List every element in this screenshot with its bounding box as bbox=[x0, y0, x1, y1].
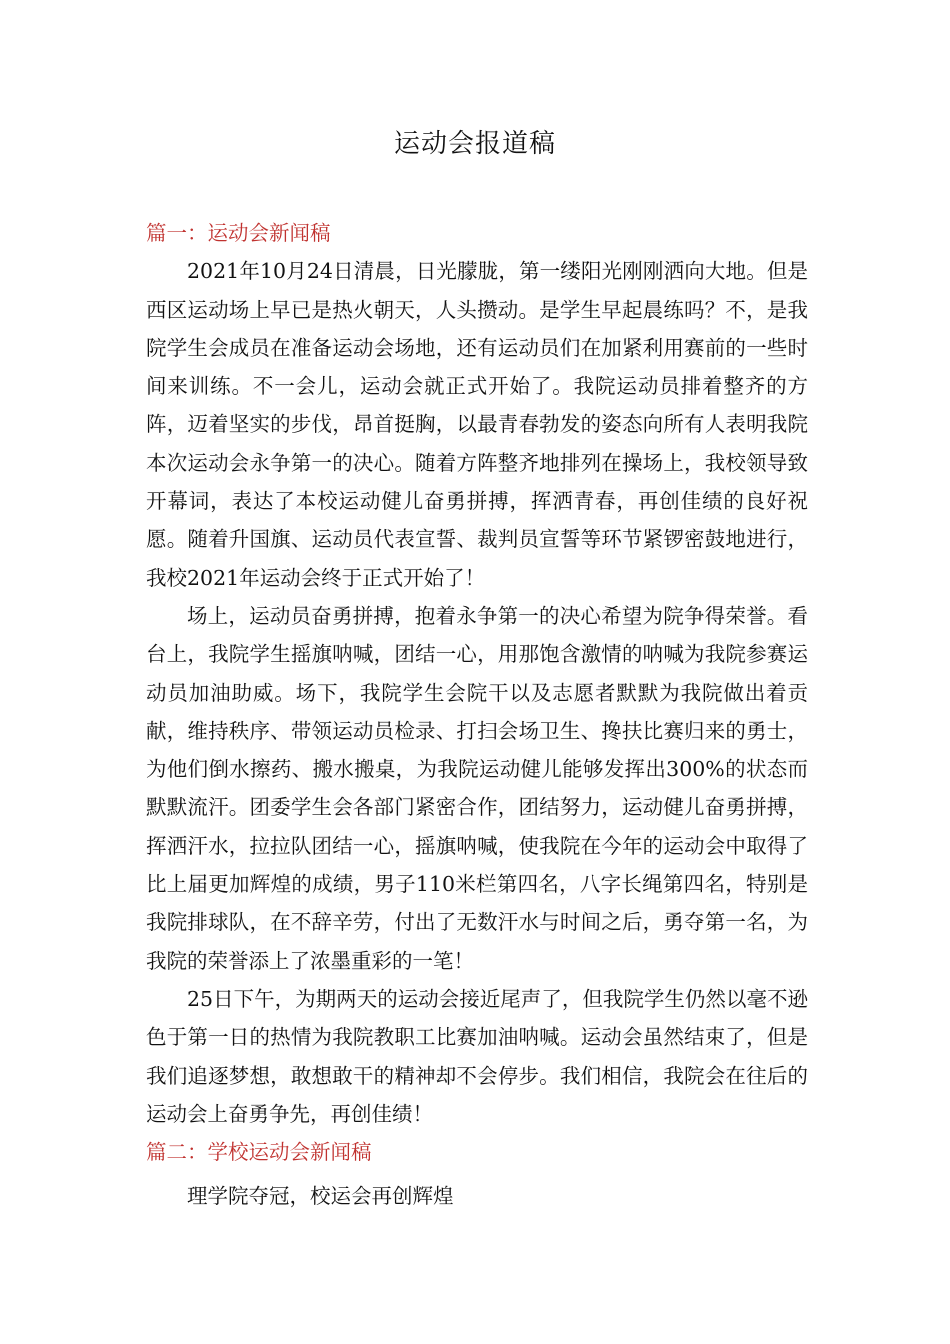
paragraph-3: 25日下午，为期两天的运动会接近尾声了，但我院学生仍然以毫不逊色于第一日的热情为我院教职工比赛加油呐喊。运动会虽然结束了，但是我们追逐梦想，敢想敢干的精神却不会停步。我们相信，我院会在往后的运动会上奋勇争先，再创佳绩！ bbox=[146, 986, 808, 1126]
section-heading-2: 篇二：学校运动会新闻稿 bbox=[146, 1140, 372, 1165]
document-body bbox=[146, 214, 808, 1216]
document-title: 运动会报道稿 bbox=[393, 129, 556, 159]
paragraph-2: 场上，运动员奋勇拼搏，抱着永争第一的决心希望为院争得荣誉。看台上，我院学生摇旗呐喊，团结一心，用那饱含激情的呐喊为我院参赛运动员加油助威。场下，我院学生会院干以及志愿者默默为我院做出着贡献，维持秩序、带领运动员检录、打扫会场卫生、搀扶比赛归来的勇士，为他们倒水擦药、搬水搬桌，为我院运动健儿能够发挥出300%的状态而默默流汗。团委学生会各部门紧密合作，团结努力，运动健儿奋勇拼搏，挥洒汗水，拉拉队团结一心，摇旗呐喊，使我院在今年的运动会中取得了比上届更加辉煌的成绩，男子110米栏第四名，八字长绳第四名，特别是我院排球队，在不辞辛劳，付出了无数汗水与时间之后，勇夺第一名，为我院的荣誉添上了浓墨重彩的一笔！ bbox=[146, 603, 808, 973]
paragraph-1: 2021年10月24日清晨，日光朦胧，第一缕阳光刚刚洒向大地。但是西区运动场上早已是热火朝天，人头攒动。是学生早起晨练吗？不，是我院学生会成员在准备运动会场地，还有运动员们在加紧利用赛前的一些时间来训练。不一会儿，运动会就正式开始了。我院运动员排着整齐的方阵，迈着坚实的步伐，昂首挺胸，以最青春勃发的姿态向所有人表明我院本次运动会永争第一的决心。随着方阵整齐地排列在操场上，我校领导致开幕词，表达了本校运动健儿奋勇拼搏，挥洒青春，再创佳绩的良好祝愿。随着升国旗、运动员代表宣誓、裁判员宣誓等环节紧锣密鼓地进行，我校2021年运动会终于正式开始了！ bbox=[146, 259, 808, 590]
section-heading-1: 篇一：运动会新闻稿 bbox=[146, 221, 331, 245]
section-subtitle: 理学院夺冠，校运会再创辉煌 bbox=[187, 1184, 454, 1209]
